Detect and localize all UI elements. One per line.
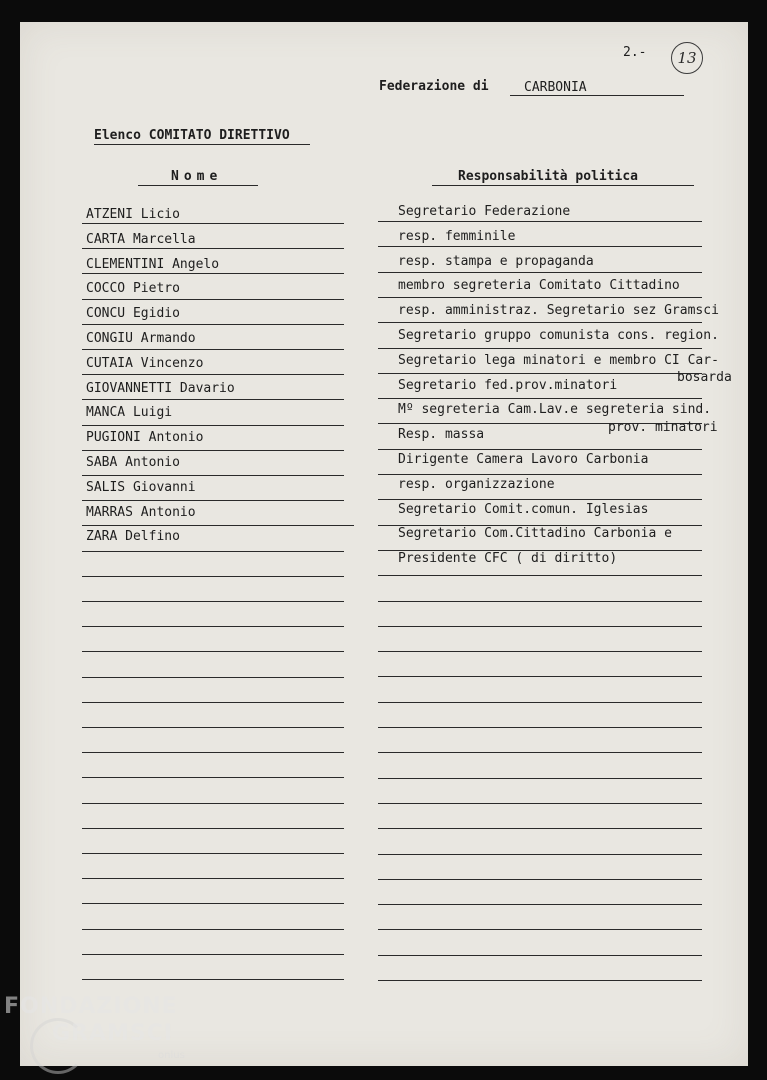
column-header-resp-underline	[432, 185, 694, 186]
member-role: Mº segreteria Cam.Lav.e segreteria sind.	[398, 402, 712, 418]
name-rule-line	[82, 777, 344, 778]
member-name: MANCA Luigi	[86, 405, 173, 421]
name-rule-line	[82, 929, 344, 930]
role-rule-line	[378, 727, 702, 728]
name-rule-line	[82, 399, 344, 400]
member-role: resp. amministraz. Segretario sez Gramsci	[398, 303, 719, 319]
name-rule-line	[82, 677, 344, 678]
member-role: Segretario Federazione	[398, 204, 571, 219]
name-rule-line	[82, 954, 344, 955]
name-rule-line	[82, 248, 344, 249]
role-continuation: prov. minatori	[608, 420, 718, 435]
name-rule-line	[82, 651, 344, 652]
role-rule-line	[378, 550, 702, 551]
name-rule-line	[82, 702, 344, 703]
member-name: PUGIONI Antonio	[86, 430, 204, 446]
role-rule-line	[378, 955, 702, 956]
role-rule-line	[378, 474, 702, 475]
name-rule-line	[82, 626, 344, 627]
role-rule-line	[378, 980, 702, 981]
member-name: GIOVANNETTI Davario	[86, 380, 235, 396]
role-rule-line	[378, 373, 702, 374]
member-role: membro segreteria Comitato Cittadino	[398, 278, 680, 294]
role-rule-line	[378, 904, 702, 905]
role-rule-line	[378, 854, 702, 855]
watermark-line-1: FONDAZIONE	[4, 994, 178, 1019]
name-rule-line	[82, 601, 344, 602]
name-rule-line	[82, 903, 344, 904]
member-name: CONGIU Armando	[86, 331, 196, 346]
name-rule-line	[82, 727, 344, 728]
role-rule-line	[378, 575, 702, 576]
member-name: CONCU Egidio	[86, 306, 180, 322]
role-rule-line	[378, 272, 702, 273]
name-rule-line	[82, 273, 344, 274]
member-name: CARTA Marcella	[86, 231, 196, 247]
name-rule-line	[82, 425, 344, 426]
title-underline	[94, 144, 310, 145]
member-name: COCCO Pietro	[86, 281, 180, 297]
member-name: ZARA Delfino	[86, 529, 180, 545]
member-role: Segretario Com.Cittadino Carbonia e	[398, 526, 672, 542]
role-rule-line	[378, 525, 702, 526]
role-rule-line	[378, 702, 702, 703]
role-rule-line	[378, 499, 702, 500]
role-rule-line	[378, 879, 702, 880]
name-rule-line	[82, 551, 344, 552]
role-rule-line	[378, 246, 702, 247]
watermark-line-3: onlus	[158, 1050, 185, 1061]
role-rule-line	[378, 752, 702, 753]
name-rule-line	[82, 349, 344, 350]
role-rule-line	[378, 676, 702, 677]
name-rule-line	[82, 374, 344, 375]
member-role: Segretario Comit.comun. Iglesias	[398, 501, 649, 517]
role-rule-line	[378, 778, 702, 779]
role-rule-line	[378, 803, 702, 804]
member-role: resp. stampa e propaganda	[398, 253, 594, 269]
name-rule-line	[82, 299, 344, 300]
name-rule-line	[82, 576, 344, 577]
member-role: resp. femminile	[398, 228, 516, 244]
role-rule-line	[378, 398, 702, 399]
role-rule-line	[378, 297, 702, 298]
name-rule-line	[82, 223, 344, 224]
role-rule-line	[378, 348, 702, 349]
member-role: resp. organizzazione	[398, 476, 555, 492]
role-rule-line	[378, 322, 702, 323]
page-number: 2.-	[623, 45, 647, 60]
federation-underline	[510, 95, 684, 96]
name-rule-line	[82, 752, 344, 753]
name-rule-line	[82, 853, 344, 854]
name-rule-line	[82, 979, 344, 980]
name-rule-line	[82, 803, 344, 804]
column-header-nome-underline	[138, 185, 258, 186]
column-header-responsabilita: Responsabilità politica	[458, 169, 639, 184]
member-name: SABA Antonio	[86, 455, 180, 470]
role-rule-line	[378, 651, 702, 652]
role-rule-line	[378, 626, 702, 627]
member-role: Segretario lega minatori e membro CI Car-	[398, 352, 719, 368]
member-name: ATZENI Licio	[86, 207, 180, 222]
name-rule-line	[82, 828, 344, 829]
member-name: SALIS Giovanni	[86, 479, 196, 495]
federation-label: Federazione di	[379, 79, 489, 94]
watermark-line-2: GRAMSCI	[52, 1021, 174, 1046]
column-header-nome: Nome	[171, 169, 223, 184]
member-role: Segretario fed.prov.minatori	[398, 377, 618, 393]
role-rule-line	[378, 221, 702, 222]
name-rule-line	[82, 500, 344, 501]
member-name: CUTAIA Vincenzo	[86, 355, 204, 371]
archive-number-stamp: 13	[671, 42, 703, 74]
role-rule-line	[378, 828, 702, 829]
federation-value: CARBONIA	[524, 80, 587, 95]
name-rule-line	[82, 324, 344, 325]
name-rule-line	[82, 878, 344, 879]
member-role: Resp. massa	[398, 427, 485, 443]
role-continuation: bosarda	[677, 370, 732, 385]
member-name: CLEMENTINI Angelo	[86, 256, 220, 272]
name-rule-line	[82, 475, 344, 476]
name-rule-line	[82, 525, 354, 526]
role-rule-line	[378, 601, 702, 602]
role-rule-line	[378, 929, 702, 930]
document-page	[20, 22, 748, 1066]
member-role: Presidente CFC ( di diritto)	[398, 551, 618, 567]
member-role: Segretario gruppo comunista cons. region.	[398, 328, 719, 343]
name-rule-line	[82, 450, 344, 451]
member-role: Dirigente Camera Lavoro Carbonia	[398, 452, 649, 467]
member-name: MARRAS Antonio	[86, 504, 196, 520]
document-title: Elenco COMITATO DIRETTIVO	[94, 128, 290, 143]
role-rule-line	[378, 449, 702, 450]
